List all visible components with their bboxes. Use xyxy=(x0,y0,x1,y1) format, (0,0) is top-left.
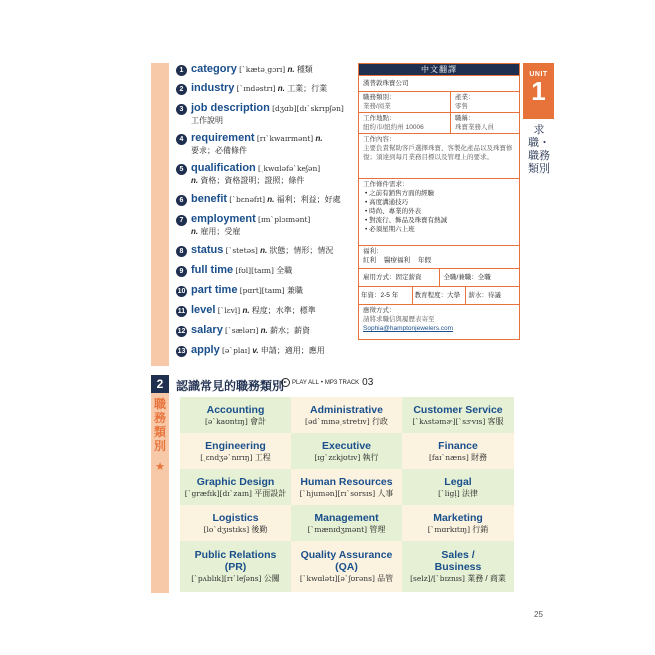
job-card: Accounting [əˋkaʊntɪŋ] 會計 xyxy=(180,397,291,433)
job-card: Administrative [ədˋmɪnəˏstretɪv] 行政 xyxy=(291,397,402,433)
vocab-item: 8 status [ˋstetəs] n. 狀態；情形；情況 xyxy=(176,244,356,264)
vocab-item: 6 benefit [ˋbɛnəfɪt] n. 福利；利益；好處 xyxy=(176,193,356,213)
job-ad-translation: 中文翻譯 漢普敦珠寶公司 職務類別： 業務/商業 產業： 零售 工作地點： 紐約市/紐約州 10006 職稱： 珠寶業務人員 工作內容： 主要負責幫助客戶選擇珠寶、客製化產品以及珠寶修復；須達到每月業務目標以及管理上的要求。 工作條件需求： • 之前有銷售方面的經驗 • 高度溝通技巧 • 時尚、專業的外表 • 對流行、飾品及珠寶有熱誠 • 必須星期六上班 福利： 紅利 醫療福利 年假 雇用方式：固定薪資 全職/兼職：全職 年資：2-5 年 教育程度：大學 薪水：待議 應徵方式： 請將求職信與履歷表寄至 Sophia@hamptonjewelers.com xyxy=(358,63,520,340)
job-card: Graphic Design [ˋgræfɪk][dɪˋzaɪn] 平面設計 xyxy=(180,469,291,505)
job-card: Sales / Business [selz]/[ˋbɪznɪs] 業務 / 商業 xyxy=(402,541,514,592)
ad-welfare: 紅利 醫療福利 年假 xyxy=(363,257,431,264)
job-card: Logistics [loˋdʒɪstɪks] 後勤 xyxy=(180,505,291,541)
ad-requirements: • 之前有銷售方面的經驗 • 高度溝通技巧 • 時尚、專業的外表 • 對流行、飾品及珠寶有熱誠 • 必須星期六上班 xyxy=(363,189,515,234)
job-card: Marketing [ˋmɑrkɪtɪŋ] 行銷 xyxy=(402,505,514,541)
job-card: Management [ˋmænɪdʒmənt] 管理 xyxy=(291,505,402,541)
section-vertical-label: 職務類別 xyxy=(153,397,166,453)
ad-email-link[interactable]: Sophia@hamptonjewelers.com xyxy=(363,325,454,332)
page-number: 25 xyxy=(534,610,543,619)
ad-header: 中文翻譯 xyxy=(359,64,519,75)
ad-company: 漢普敦珠寶公司 xyxy=(363,80,409,87)
vocab-item: 12 salary [ˋsælərɪ] n. 薪水；薪資 xyxy=(177,324,310,336)
job-card: Executive [ɪgˋzɛkjʊtɪv] 執行 xyxy=(291,433,402,469)
job-card: Customer Service [ˋkʌstəmɚ][ˋsɝvɪs] 客服 xyxy=(402,397,514,433)
vocab-item: 13 apply [əˋplaɪ] v. 申請；適用；應用 xyxy=(177,344,325,356)
vocab-item: 2 industry [ˋɪndəstrɪ] n. 工業；行業 xyxy=(176,82,356,102)
job-card: Engineering [ˏɛndʒəˋnɪrɪŋ] 工程 xyxy=(180,433,291,469)
vocab-item: 5 qualification [ˏkwɑləfəˋkeʃən] n. 資格；資格證明；證照；條件 xyxy=(176,162,356,193)
vocab-item: 4 requirement [rɪˋkwaɪrmənt] n. 要求；必備條件 xyxy=(176,132,356,162)
vocab-item: 7 employment [ɪmˋplɔɪmənt] n. 雇用；受雇 xyxy=(176,213,356,244)
vocab-item: 9 full time [fʊl][taɪm] 全職 xyxy=(176,264,356,284)
unit-title: 求職・職務類別 xyxy=(528,124,550,175)
vocab-number: 1 xyxy=(176,65,187,76)
vocab-list xyxy=(176,63,356,364)
unit-tab: UNIT 1 xyxy=(523,63,554,119)
vocab-item: 11 level [ˋlɛvḷ] n. 程度；水準；標準 xyxy=(177,304,316,316)
job-card: Finance [faɪˋnæns] 財務 xyxy=(402,433,514,469)
play-all-audio[interactable]: PLAY ALL • MP3 TRACK 03 xyxy=(281,377,373,388)
job-card: Legal [ˋligḷ] 法律 xyxy=(402,469,514,505)
section-number: 2 xyxy=(151,375,169,393)
vocab-item: 3 job description [dʒɑb][dɪˋskrɪpʃən] 工作說明 xyxy=(176,102,356,132)
vocab-side-strip xyxy=(151,63,169,366)
vocab-term: category xyxy=(191,63,237,75)
star-icon: ★ xyxy=(155,461,165,473)
job-card: Public Relations (PR) [ˋpʌblɪk][rɪˋleʃəns] 公關 xyxy=(180,541,291,592)
play-icon xyxy=(281,378,290,387)
ad-content: 主要負責幫助客戶選擇珠寶、客製化產品以及珠寶修復；須達到每月業務目標以及管理上的要求。 xyxy=(363,145,513,161)
job-card: Human Resources [ˋhjumən][rɪˋsorsɪs] 人事 xyxy=(291,469,402,505)
job-card: Quality Assurance (QA) [ˋkwɑlətɪ][əˋʃʊrəns] 品管 xyxy=(291,541,402,592)
section-title: 認識常見的職務類別 xyxy=(176,379,285,393)
vocab-item: 1 category [ˋkætəˏgɔrɪ] n. 種類 xyxy=(176,63,356,82)
vocab-item: 10 part time [pɑrt][taɪm] 兼職 xyxy=(177,284,303,296)
job-category-grid xyxy=(180,397,514,592)
